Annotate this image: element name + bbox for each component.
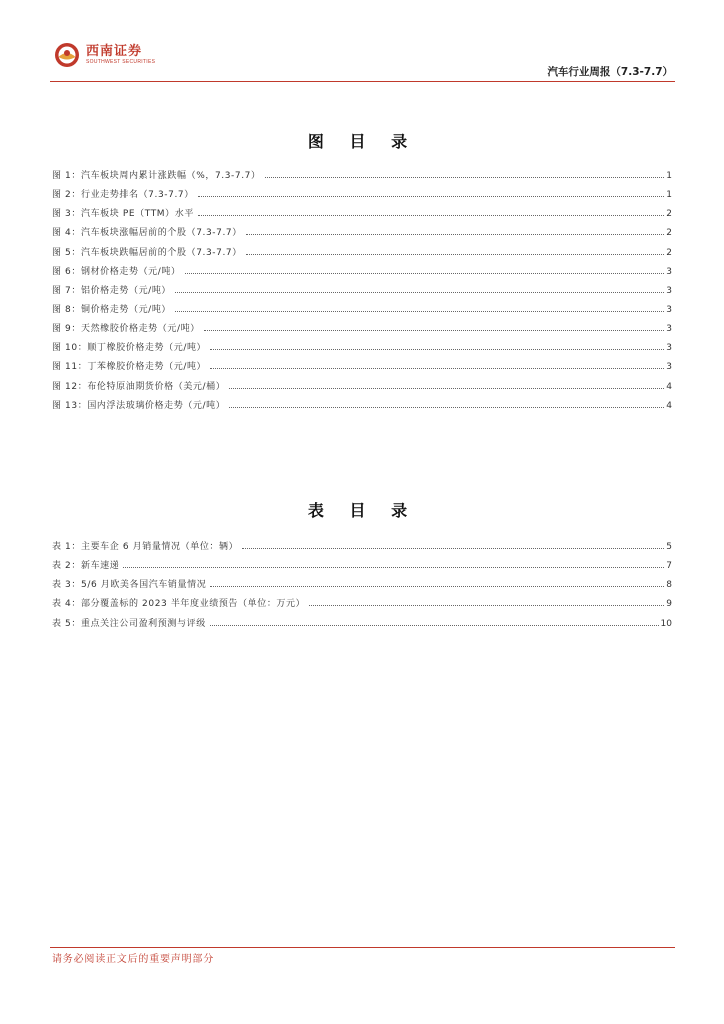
toc-leader-dots — [242, 548, 664, 549]
toc-entry-label: 图 13：国内浮法玻璃价格走势（元/吨） — [52, 400, 226, 411]
toc-page-number: 5 — [666, 542, 672, 552]
toc-leader-dots — [309, 605, 664, 606]
toc-page-number: 10 — [660, 618, 672, 629]
brand-logo — [54, 42, 155, 68]
figure-toc-entry[interactable] — [52, 264, 672, 283]
brand-logo-icon — [54, 42, 80, 68]
toc-leader-dots — [246, 254, 664, 255]
toc-entry-label: 表 2：新车速递 — [52, 561, 120, 572]
figure-toc-entry[interactable] — [52, 206, 672, 225]
toc-entry-label: 表 3：5/6 月欧美各国汽车销量情况 — [52, 580, 207, 591]
toc-entry-label: 图 6：钢材价格走势（元/吨） — [52, 266, 181, 277]
report-title: 汽车行业周报（7.3-7.7） — [547, 66, 673, 78]
toc-page-number: 3 — [666, 343, 672, 354]
toc-leader-dots — [123, 567, 664, 568]
toc-leader-dots — [210, 625, 659, 626]
toc-leader-dots — [246, 234, 664, 235]
toc-leader-dots — [229, 407, 664, 408]
table-toc-entry[interactable] — [52, 596, 672, 615]
toc-entry-label: 表 4：部分覆盖标的 2023 半年度业绩预告（单位：万元） — [52, 599, 306, 610]
toc-page-number: 3 — [666, 304, 672, 315]
figure-toc-entry[interactable] — [52, 379, 672, 398]
toc-entry-label: 图 12：布伦特原油期货价格（美元/桶） — [52, 381, 226, 392]
figure-toc-entry[interactable] — [52, 187, 672, 206]
figure-toc-entry[interactable] — [52, 398, 672, 417]
toc-page-number: 1 — [666, 171, 672, 181]
toc-page-number: 1 — [666, 190, 672, 201]
footer-disclaimer: 请务必阅读正文后的重要声明部分 — [52, 954, 214, 965]
toc-entry-label: 图 3：汽车板块 PE（TTM）水平 — [52, 209, 194, 220]
toc-page-number: 3 — [666, 285, 672, 296]
table-toc-entry[interactable] — [52, 539, 672, 558]
toc-page-number: 9 — [666, 599, 672, 610]
figure-toc-entry[interactable] — [52, 168, 672, 187]
toc-leader-dots — [198, 215, 664, 216]
toc-page-number: 2 — [666, 228, 672, 239]
toc-page-number: 2 — [666, 247, 672, 258]
toc-entry-label: 表 1：主要车企 6 月销量情况（单位：辆） — [52, 542, 239, 552]
toc-page-number: 2 — [666, 209, 672, 220]
table-toc-entry[interactable] — [52, 616, 672, 635]
toc-entry-label: 图 7：铝价格走势（元/吨） — [52, 285, 172, 296]
figure-toc-entry[interactable] — [52, 225, 672, 244]
toc-page-number: 3 — [666, 362, 672, 373]
brand-name-cn: 西南证券 — [86, 43, 143, 59]
toc-leader-dots — [265, 177, 665, 178]
toc-entry-label: 图 1：汽车板块周内累计涨跌幅（%，7.3-7.7） — [52, 171, 261, 181]
toc-page-number: 4 — [666, 400, 672, 411]
tables-toc-list — [52, 539, 672, 635]
toc-entry-label: 表 5：重点关注公司盈利预测与评级 — [52, 618, 206, 629]
toc-entry-label: 图 9：天然橡胶价格走势（元/吨） — [52, 324, 200, 335]
table-toc-entry[interactable] — [52, 558, 672, 577]
toc-entry-label: 图 11：丁苯橡胶价格走势（元/吨） — [52, 362, 207, 373]
figures-toc-title: 图 目 录 — [307, 132, 418, 151]
toc-entry-label: 图 8：铜价格走势（元/吨） — [52, 304, 172, 315]
toc-leader-dots — [185, 273, 665, 274]
toc-leader-dots — [204, 330, 664, 331]
tables-toc-title: 表 目 录 — [307, 501, 418, 520]
toc-entry-label: 图 10：顺丁橡胶价格走势（元/吨） — [52, 343, 207, 354]
toc-leader-dots — [198, 196, 664, 197]
toc-leader-dots — [175, 311, 664, 312]
figure-toc-entry[interactable] — [52, 245, 672, 264]
figures-toc-list — [52, 168, 672, 417]
toc-leader-dots — [175, 292, 664, 293]
footer-divider — [50, 947, 675, 948]
toc-entry-label: 图 5：汽车板块跌幅居前的个股（7.3-7.7） — [52, 247, 242, 258]
toc-page-number: 3 — [666, 324, 672, 335]
header-divider — [50, 81, 675, 82]
toc-entry-label: 图 2：行业走势排名（7.3-7.7） — [52, 190, 194, 201]
toc-page-number: 7 — [666, 561, 672, 572]
toc-leader-dots — [210, 349, 664, 350]
figure-toc-entry[interactable] — [52, 340, 672, 359]
toc-page-number: 8 — [666, 580, 672, 591]
toc-leader-dots — [210, 368, 664, 369]
toc-leader-dots — [229, 388, 664, 389]
figure-toc-entry[interactable] — [52, 321, 672, 340]
figure-toc-entry[interactable] — [52, 302, 672, 321]
toc-page-number: 3 — [666, 266, 672, 277]
toc-leader-dots — [210, 586, 664, 587]
table-toc-entry[interactable] — [52, 577, 672, 596]
brand-name-en: SOUTHWEST SECURITIES — [86, 58, 156, 65]
figure-toc-entry[interactable] — [52, 283, 672, 302]
toc-page-number: 4 — [666, 381, 672, 392]
figure-toc-entry[interactable] — [52, 359, 672, 378]
page-header — [50, 40, 675, 82]
toc-entry-label: 图 4：汽车板块涨幅居前的个股（7.3-7.7） — [52, 228, 242, 239]
